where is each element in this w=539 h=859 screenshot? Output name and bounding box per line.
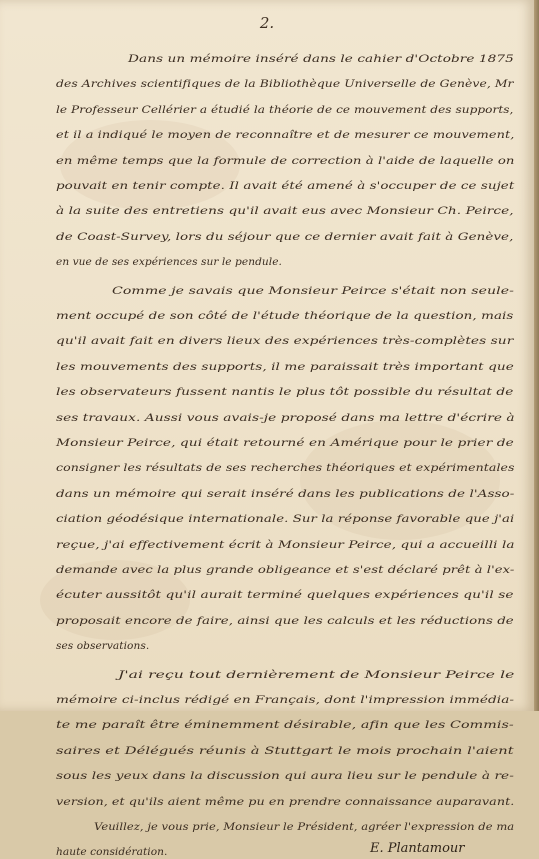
text-line: consigner les résultats de ses recherches théoriques et expérimentales bbox=[56, 462, 515, 475]
text-line: haute considération. bbox=[56, 846, 168, 859]
text-line: à la suite des entretiens qu'il avait eus avec Monsieur Ch. Peirce, bbox=[56, 205, 514, 218]
text-line: proposait encore de faire, ainsi que les calculs et les réductions de bbox=[56, 614, 514, 627]
text-line: les mouvements des supports, il me paraissait très important que bbox=[56, 360, 514, 373]
text-line: sous les yeux dans la discussion qui aura lieu sur le pendule à re- bbox=[56, 770, 514, 783]
text-line: les observateurs fussent nantis le plus tôt possible du résultat de bbox=[56, 386, 514, 399]
text-line: Comme je savais que Monsieur Peirce s'était non seule- bbox=[112, 284, 515, 297]
text-line: saires et Délégués réunis à Stuttgart le mois prochain l'aient bbox=[56, 744, 514, 757]
text-line: Veuillez, je vous prie, Monsieur le Président, agréer l'expression de ma bbox=[94, 821, 515, 833]
text-line: ses observations. bbox=[56, 640, 150, 653]
text-line: mémoire ci-inclus rédigé en Français, dont l'impression immédia- bbox=[56, 694, 515, 706]
text-line: reçue, j'ai effectivement écrit à Monsieur Peirce, qui a accueilli la bbox=[56, 538, 515, 551]
text-line: te me paraît être éminemment désirable, afin que les Commis- bbox=[56, 719, 514, 732]
text-line: ses travaux. Aussi vous avais-je proposé dans ma lettre d'écrire à bbox=[56, 411, 515, 424]
page-number: 2. bbox=[259, 14, 275, 32]
text-line: écuter aussitôt qu'il aurait terminé quelques expériences qu'il se bbox=[56, 589, 514, 602]
text-line: en même temps que la formule de correction à l'aide de laquelle on bbox=[56, 154, 515, 167]
page-edge bbox=[534, 0, 539, 711]
text-line: en vue de ses expériences sur le pendule. bbox=[56, 256, 282, 269]
text-line: demande avec la plus grande obligeance et s'est déclaré prêt à l'ex- bbox=[56, 564, 515, 576]
text-line: le Professeur Cellérier a étudié la théorie de ce mouvement des supports, bbox=[56, 103, 514, 116]
text-line: Dans un mémoire inséré dans le cahier d'Octobre 1875 bbox=[128, 53, 514, 65]
text-line: pouvait en tenir compte. Il avait été amené à s'occuper de ce sujet bbox=[56, 180, 515, 192]
text-line: ciation géodésique internationale. Sur la réponse favorable que j'ai bbox=[56, 513, 515, 526]
text-line: ment occupé de son côté de l'étude théorique de la question, mais bbox=[56, 310, 514, 322]
text-line: version, et qu'ils aient même pu en prendre connaissance auparavant. bbox=[56, 795, 515, 808]
text-line: Monsieur Peirce, qui était retourné en Amérique pour le prier de bbox=[56, 437, 514, 449]
text-line: des Archives scientifiques de la Bibliothèque Universelle de Genève, Mr bbox=[56, 78, 514, 91]
text-line: de Coast-Survey, lors du séjour que ce dernier avait fait à Genève, bbox=[56, 230, 514, 243]
text-line: qu'il avait fait en divers lieux des expériences très-complètes sur bbox=[56, 335, 514, 348]
text-line: et il a indiqué le moyen de reconnaître et de mesurer ce mouvement, bbox=[56, 129, 515, 142]
signature: E. Plantamour bbox=[370, 841, 465, 857]
text-line: dans un mémoire qui serait inséré dans les publications de l'Asso- bbox=[56, 487, 515, 500]
text-line: J'ai reçu tout dernièrement de Monsieur Peirce le bbox=[118, 668, 515, 681]
